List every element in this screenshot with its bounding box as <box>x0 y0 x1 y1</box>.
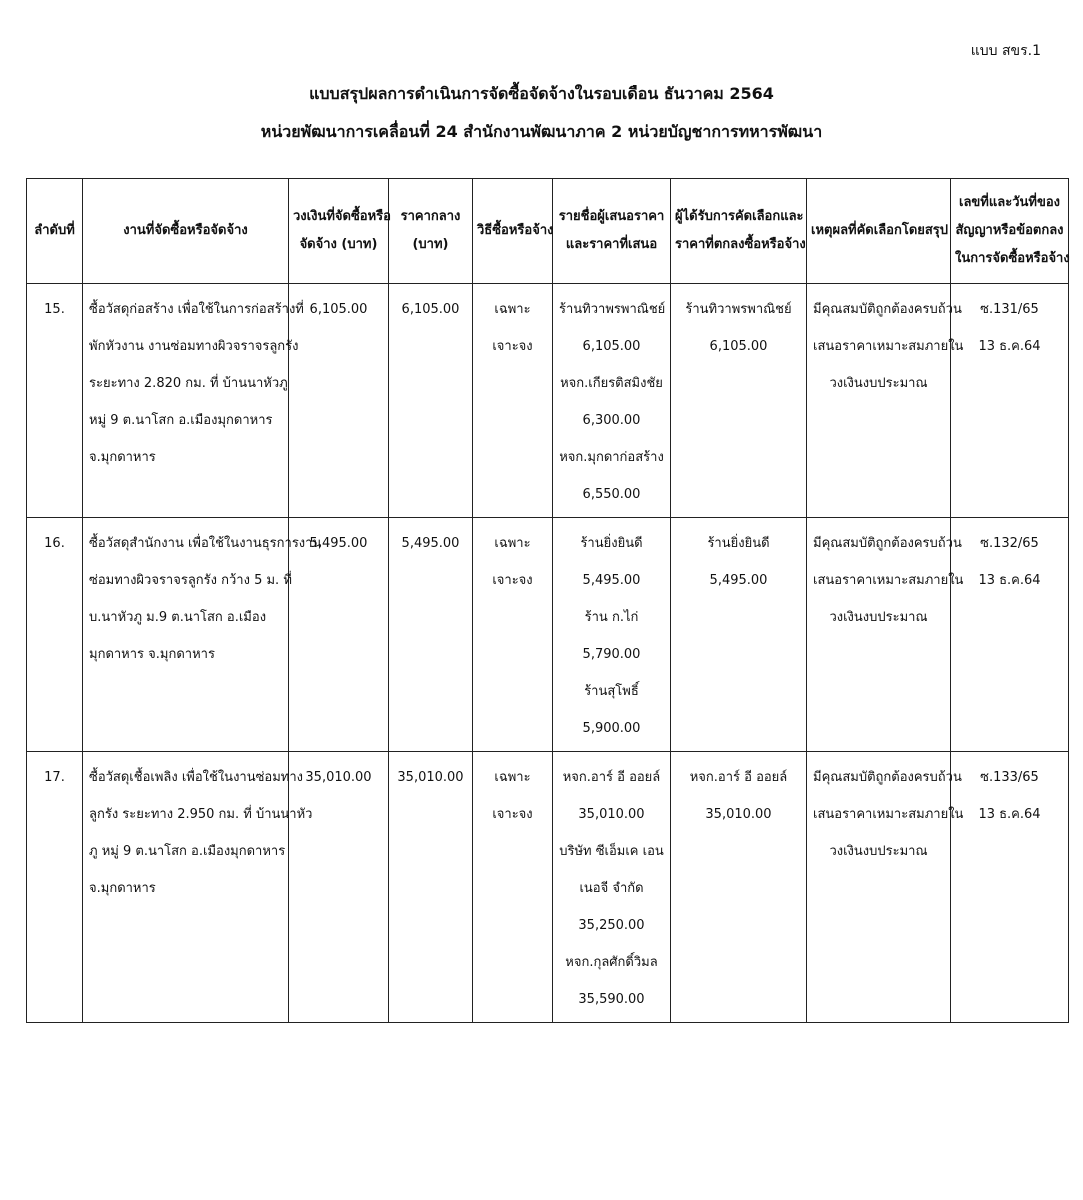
cell-bidders: ร้านยิ่งยินดี 5,495.00 ร้าน ก.ไก่ 5,790.00 ร้านสุโพธิ์ 5,900.00 <box>553 518 671 752</box>
cell-item: ซื้อวัสดุก่อสร้าง เพื่อใช้ในการก่อสร้างที่ พักหัวงาน งานซ่อมทางผิวจราจรลูกรัง ระยะทาง 2.820 กม. ที่ บ้านนาหัวภู หมู่ 9 ต.นาโสก อ.เมืองมุกดาหาร จ.มุกดาหาร <box>83 284 289 518</box>
cell-budget: 5,495.00 <box>289 518 389 752</box>
document-title: แบบสรุปผลการดำเนินการจัดซื้อจัดจ้างในรอบเดือน ธันวาคม 2564 <box>309 84 774 103</box>
table-row <box>27 284 1069 518</box>
cell-budget: 6,105.00 <box>289 284 389 518</box>
table-header-row <box>27 179 1069 284</box>
form-code: แบบ สขร.1 <box>970 43 1041 59</box>
cell-reason: มีคุณสมบัติถูกต้องครบถ้วน เสนอราคาเหมาะสมภายใน วงเงินงบประมาณ <box>807 752 951 1023</box>
cell-selected: ร้านยิ่งยินดี 5,495.00 <box>671 518 807 752</box>
cell-method: เฉพาะเจาะจง <box>473 518 553 752</box>
cell-bidders: ร้านทิวาพรพาณิชย์ 6,105.00 หจก.เกียรติสมิงชัย 6,300.00 หจก.มุกดาก่อสร้าง 6,550.00 <box>553 284 671 518</box>
col-header-budget: วงเงินที่จัดซื้อหรือ จัดจ้าง (บาท) <box>289 179 389 284</box>
cell-method: เฉพาะเจาะจง <box>473 752 553 1023</box>
col-header-contract: เลขที่และวันที่ของ สัญญาหรือข้อตกลง ในการจัดซื้อหรือจ้าง <box>951 179 1069 284</box>
col-header-reason: เหตุผลที่คัดเลือกโดยสรุป <box>807 179 951 284</box>
cell-contract: ซ.131/65 13 ธ.ค.64 <box>951 284 1069 518</box>
cell-selected: ร้านทิวาพรพาณิชย์ 6,105.00 <box>671 284 807 518</box>
cell-contract: ซ.132/65 13 ธ.ค.64 <box>951 518 1069 752</box>
col-header-selected: ผู้ได้รับการคัดเลือกและ ราคาที่ตกลงซื้อหรือจ้าง <box>671 179 807 284</box>
cell-median-price: 6,105.00 <box>389 284 473 518</box>
col-header-item: งานที่จัดซื้อหรือจัดจ้าง <box>83 179 289 284</box>
cell-reason: มีคุณสมบัติถูกต้องครบถ้วน เสนอราคาเหมาะสมภายใน วงเงินงบประมาณ <box>807 284 951 518</box>
col-header-no: ลำดับที่ <box>27 179 83 284</box>
cell-item: ซื้อวัสดุเชื้อเพลิง เพื่อใช้ในงานซ่อมทาง ลูกรัง ระยะทาง 2.950 กม. ที่ บ้านนาหัว ภู หมู่ 9 ต.นาโสก อ.เมืองมุกดาหาร จ.มุกดาหาร <box>83 752 289 1023</box>
cell-reason: มีคุณสมบัติถูกต้องครบถ้วน เสนอราคาเหมาะสมภายใน วงเงินงบประมาณ <box>807 518 951 752</box>
col-header-method: วิธีซื้อหรือจ้าง <box>473 179 553 284</box>
table-row <box>27 518 1069 752</box>
cell-item: ซื้อวัสดุสำนักงาน เพื่อใช้ในงานธุรการงาน ซ่อมทางผิวจราจรลูกรัง กว้าง 5 ม. ที่ บ.นาหัวภู ม.9 ต.นาโสก อ.เมือง มุกดาหาร จ.มุกดาหาร <box>83 518 289 752</box>
col-header-median-price: ราคากลาง (บาท) <box>389 179 473 284</box>
cell-bidders: หจก.อาร์ อี ออยล์ 35,010.00 บริษัท ซีเอ็มเค เอน เนอจี จำกัด 35,250.00 หจก.กุลศักดิ์วิมล 35,590.00 <box>553 752 671 1023</box>
cell-no: 17. <box>27 752 83 1023</box>
procurement-summary-table <box>26 178 1069 1023</box>
cell-budget: 35,010.00 <box>289 752 389 1023</box>
cell-no: 16. <box>27 518 83 752</box>
cell-contract: ซ.133/65 13 ธ.ค.64 <box>951 752 1069 1023</box>
cell-median-price: 35,010.00 <box>389 752 473 1023</box>
table-row <box>27 752 1069 1023</box>
cell-no: 15. <box>27 284 83 518</box>
col-header-bidders: รายชื่อผู้เสนอราคา และราคาที่เสนอ <box>553 179 671 284</box>
cell-selected: หจก.อาร์ อี ออยล์ 35,010.00 <box>671 752 807 1023</box>
cell-method: เฉพาะเจาะจง <box>473 284 553 518</box>
cell-median-price: 5,495.00 <box>389 518 473 752</box>
document-subtitle: หน่วยพัฒนาการเคลื่อนที่ 24 สำนักงานพัฒนาภาค 2 หน่วยบัญชาการทหารพัฒนา <box>260 122 823 141</box>
